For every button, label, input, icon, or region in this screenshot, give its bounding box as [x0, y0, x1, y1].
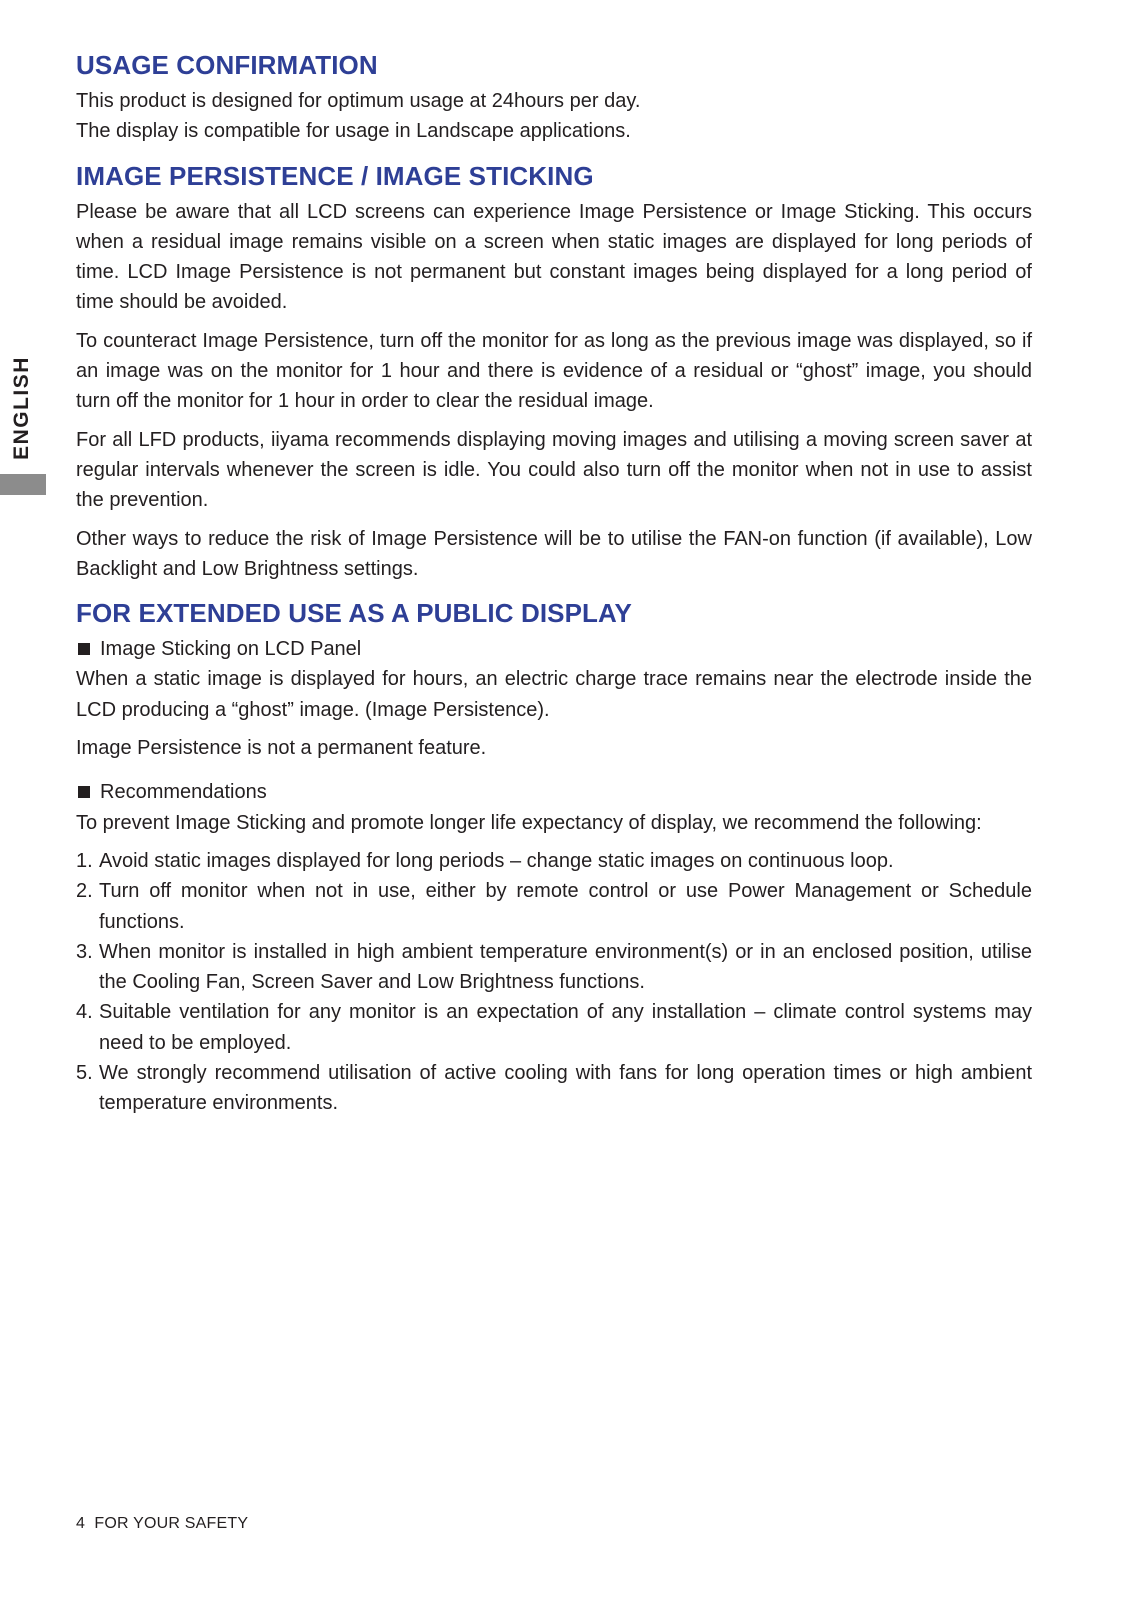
list-item [76, 937, 1032, 998]
page-content [76, 48, 1032, 1119]
list-item [76, 997, 1032, 1058]
bullet-image-sticking-label: Image Sticking on LCD Panel [100, 638, 362, 661]
square-bullet-icon [78, 643, 90, 655]
image-persistence-section [76, 159, 1032, 585]
bullet-recommendations [76, 777, 1032, 807]
square-bullet-icon [78, 786, 90, 798]
list-item [76, 876, 1032, 937]
usage-confirmation-heading: USAGE CONFIRMATION [76, 50, 378, 80]
persistence-paragraph-4: Other ways to reduce the risk of Image Persistence will be to utilise the FAN-on function (if available), Low Backlight and Low Brightness settings. [76, 527, 1032, 580]
list-item-text: Suitable ventilation for any monitor is an expectation of any installation – climate control systems may need to be employed. [99, 1001, 1032, 1054]
persistence-paragraph-1: Please be aware that all LCD screens can experience Image Persistence or Image Sticking. This occurs when a residual image remains visible on a screen when static images are displayed for long periods of time. LCD Image Persistence is not permanent but constant images being displayed for a long period of time should be avoided. [76, 200, 1032, 314]
public-paragraph-1: When a static image is displayed for hours, an electric charge trace remains near the electrode inside the LCD producing a “ghost” image. (Image Persistence). [76, 668, 1032, 721]
list-item [76, 1058, 1032, 1119]
bullet-image-sticking [76, 634, 1032, 664]
list-item-text: Avoid static images displayed for long periods – change static images on continuous loop. [99, 849, 894, 872]
page-number: 4 [76, 1515, 86, 1532]
recommendations-list [76, 846, 1032, 1119]
public-display-section [76, 596, 1032, 1118]
page-footer [76, 1515, 248, 1533]
usage-confirmation-section [76, 48, 1032, 147]
list-item-number: 3. [76, 940, 93, 963]
list-item-text: Turn off monitor when not in use, either by remote control or use Power Management or Schedule functions. [99, 880, 1032, 933]
list-item-number: 5. [76, 1062, 93, 1085]
usage-line-1: This product is designed for optimum usage at 24hours per day. [76, 90, 641, 112]
list-item-text: When monitor is installed in high ambient temperature environment(s) or in an enclosed position, utilise the Cooling Fan, Screen Saver and Low Brightness functions. [99, 940, 1032, 994]
image-persistence-heading: IMAGE PERSISTENCE / IMAGE STICKING [76, 160, 594, 191]
public-display-heading: FOR EXTENDED USE AS A PUBLIC DISPLAY [76, 598, 632, 629]
bullet-recommendations-label: Recommendations [100, 781, 267, 804]
language-tab-bar [0, 474, 46, 495]
language-label: ENGLISH [10, 356, 33, 460]
list-item-text: We strongly recommend utilisation of active cooling with fans for long operation times or high ambient temperature environments. [99, 1062, 1032, 1115]
list-item [76, 846, 1032, 876]
footer-section-title: FOR YOUR SAFETY [94, 1515, 249, 1532]
persistence-paragraph-2: To counteract Image Persistence, turn off the monitor for as long as the previous image was displayed, so if an image was on the monitor for 1 hour and there is evidence of a residual or “ghost” image, you should turn off the monitor for 1 hour in order to clear the residual image. [76, 329, 1032, 413]
list-item-number: 1. [76, 849, 93, 872]
public-paragraph-3: To prevent Image Sticking and promote longer life expectancy of display, we recommend the following: [76, 811, 982, 834]
list-item-number: 2. [76, 880, 93, 903]
list-item-number: 4. [76, 1001, 93, 1024]
persistence-paragraph-3: For all LFD products, iiyama recommends displaying moving images and utilising a moving screen saver at regular intervals whenever the screen is idle. You could also turn off the monitor when not in use to assist the prevention. [76, 428, 1032, 512]
public-paragraph-2: Image Persistence is not a permanent feature. [76, 737, 487, 760]
usage-line-2: The display is compatible for usage in Landscape applications. [76, 120, 631, 143]
